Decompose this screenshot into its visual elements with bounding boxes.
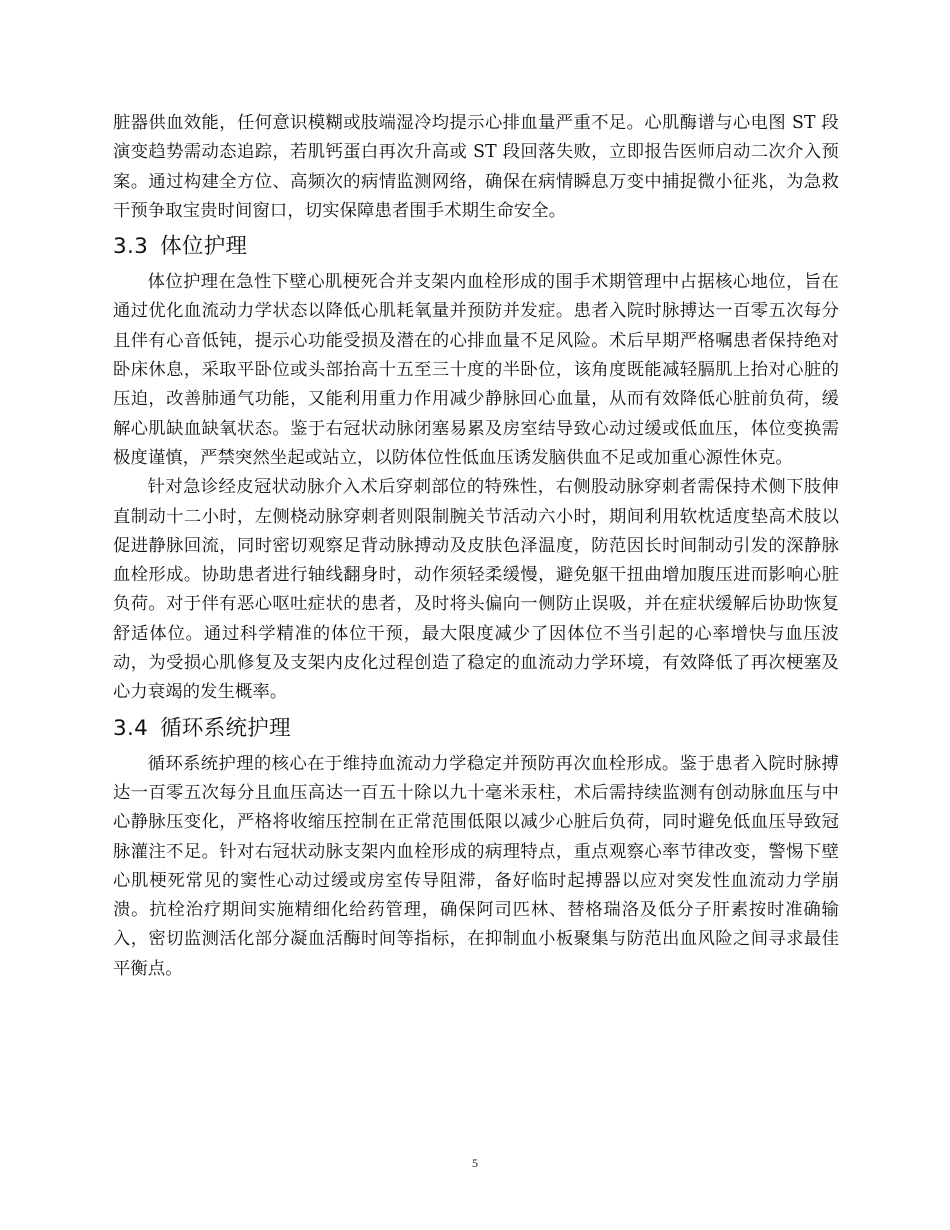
body-paragraph: 体位护理在急性下壁心肌梗死合并支架内血栓形成的围手术期管理中占据核心地位，旨在通过优化血流动力学状态以降低心肌耗氧量并预防并发症。患者入院时脉搏达一百零五次每分且伴有心音低钝，提示心功能受损及潜在的心排血量不足风险。术后早期严格嘱患者保持绝对卧床休息，采取平卧位或头部抬高十五至三十度的半卧位，该角度既能减轻膈肌上抬对心脏的压迫，改善肺通气功能，又能利用重力作用减少静脉回心血量，从而有效降低心脏前负荷，缓解心肌缺血缺氧状态。鉴于右冠状动脉闭塞易累及房室结导致心动过缓或低血压，体位变换需极度谨慎，严禁突然坐起或站立，以防体位性低血压诱发脑供血不足或加重心源性休克。 xyxy=(113,272,839,468)
section-heading-3-3 xyxy=(113,230,839,264)
section-title: 循环系统护理 xyxy=(160,715,291,741)
section-number: 3.3 xyxy=(113,234,149,260)
body-paragraph: 循环系统护理的核心在于维持血流动力学稳定并预防再次血栓形成。鉴于患者入院时脉搏达一百零五次每分且血压高达一百五十除以九十毫米汞柱，术后需持续监测有创动脉血压与中心静脉压变化，严格将收缩压控制在正常范围低限以减少心脏后负荷，同时避免低血压导致冠脉灌注不足。针对右冠状动脉支架内血栓形成的病理特点，重点观察心率节律改变，警惕下壁心肌梗死常见的窦性心动过缓或房室传导阻滞，备好临时起搏器以应对突发性血流动力学崩溃。抗栓治疗期间实施精细化给药管理，确保阿司匹林、替格瑞洛及低分子肝素按时准确输入，密切监测活化部分凝血活酶时间等指标，在抑制血小板聚集与防范出血风险之间寻求最佳平衡点。 xyxy=(113,753,839,979)
section-title: 体位护理 xyxy=(160,234,248,260)
page-body xyxy=(113,109,839,984)
section-heading-3-4 xyxy=(113,712,839,746)
body-paragraph: 针对急诊经皮冠状动脉介入术后穿刺部位的特殊性，右侧股动脉穿刺者需保持术侧下肢伸直制动十二小时，左侧桡动脉穿刺者则限制腕关节活动六小时，期间利用软枕适度垫高术肢以促进静脉回流，同时密切观察足背动脉搏动及皮肤色泽温度，防范因长时间制动引发的深静脉血栓形成。协助患者进行轴线翻身时，动作须轻柔缓慢，避免躯干扭曲增加腹压进而影响心脏负荷。对于伴有恶心呕吐症状的患者，及时将头偏向一侧防止误吸，并在症状缓解后协助恢复舒适体位。通过科学精准的体位干预，最大限度减少了因体位不当引起的心率增快与血压波动，为受损心肌修复及支架内皮化过程创造了稳定的血流动力学环境，有效降低了再次梗塞及心力衰竭的发生概率。 xyxy=(113,477,839,703)
section-number: 3.4 xyxy=(113,715,149,741)
continued-paragraph: 脏器供血效能，任何意识模糊或肢端湿冷均提示心排血量严重不足。心肌酶谱与心电图 ST 段演变趋势需动态追踪，若肌钙蛋白再次升高或 ST 段回落失败，立即报告医师启动二次介入预案。通过构建全方位、高频次的病情监测网络，确保在病情瞬息万变中捕捉微小征兆，为急救干预争取宝贵时间窗口，切实保障患者围手术期生命安全。 xyxy=(113,113,839,221)
page-number: 5 xyxy=(472,1156,478,1170)
